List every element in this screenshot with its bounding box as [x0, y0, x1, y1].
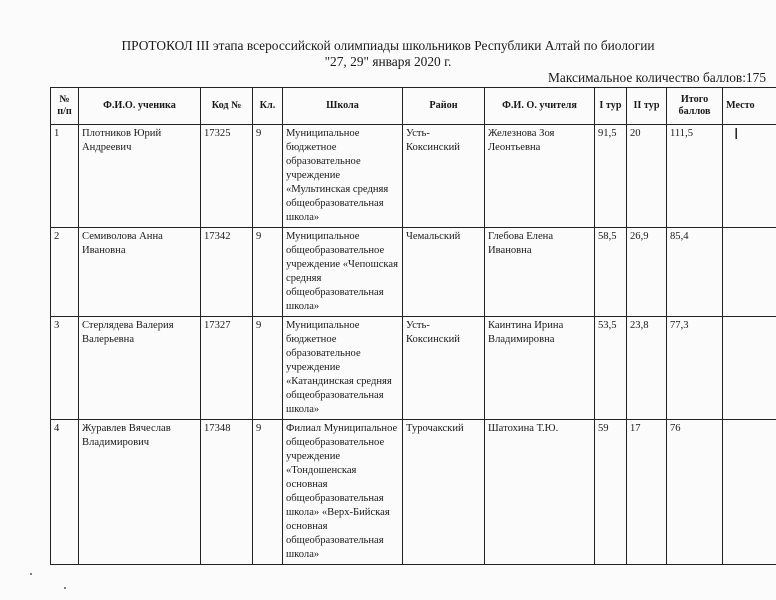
col-header-code: Код №: [201, 88, 253, 125]
protocol-date: "27, 29" января 2020 г.: [324, 54, 452, 69]
cell-district: Турочакский: [403, 420, 485, 565]
cell-tour1: 91,5: [595, 125, 627, 228]
cell-tour1: 59: [595, 420, 627, 565]
col-header-district: Район: [403, 88, 485, 125]
cell-teacher: Каинтина Ирина Владимировна: [485, 317, 595, 420]
scan-speck: [64, 587, 66, 589]
table-row: [51, 125, 776, 228]
col-header-place: Место: [723, 88, 776, 125]
cell-tour1: 58,5: [595, 228, 627, 317]
table-row: [51, 420, 776, 565]
col-header-tour2: II тур: [627, 88, 667, 125]
cell-code: 17327: [201, 317, 253, 420]
col-header-tour1: I тур: [595, 88, 627, 125]
table-row: [51, 317, 776, 420]
cell-name: Журавлев Вячеслав Владимирович: [79, 420, 201, 565]
col-header-school: Школа: [283, 88, 403, 125]
cell-code: 17348: [201, 420, 253, 565]
cell-school: Филиал Муниципальное общеобразовательное учреждение «Тондошенская основная общеобразовательная школа» «Верх-Бийская основная общеобразовательная школа»: [283, 420, 403, 565]
cell-num: 3: [51, 317, 79, 420]
cell-district: Чемальский: [403, 228, 485, 317]
table-header-row: [51, 88, 776, 125]
cell-grade: 9: [253, 420, 283, 565]
cell-district: Усть-Коксинский: [403, 125, 485, 228]
results-table: [50, 87, 776, 565]
cell-grade: 9: [253, 317, 283, 420]
cell-place: [723, 125, 776, 228]
cell-tour1: 53,5: [595, 317, 627, 420]
col-header-grade: Кл.: [253, 88, 283, 125]
cell-name: Стерлядева Валерия Валерьевна: [79, 317, 201, 420]
max-score-label: Максимальное количество баллов:175: [548, 70, 767, 85]
cell-tour2: 20: [627, 125, 667, 228]
col-header-name: Ф.И.О. ученика: [79, 88, 201, 125]
cell-grade: 9: [253, 228, 283, 317]
cell-teacher: Глебова Елена Ивановна: [485, 228, 595, 317]
cell-tour2: 26,9: [627, 228, 667, 317]
cell-total: 111,5: [667, 125, 723, 228]
cell-total: 77,3: [667, 317, 723, 420]
cell-teacher: Шатохина Т.Ю.: [485, 420, 595, 565]
handwritten-place-mark: I: [734, 125, 739, 143]
cell-tour2: 17: [627, 420, 667, 565]
cell-num: 4: [51, 420, 79, 565]
col-header-teacher: Ф.И. О. учителя: [485, 88, 595, 125]
table-row: [51, 228, 776, 317]
scan-speck: [30, 573, 32, 575]
cell-school: Муниципальное бюджетное образовательное учреждение «Мультинская средняя общеобразовательная школа»: [283, 125, 403, 228]
cell-grade: 9: [253, 125, 283, 228]
cell-code: 17325: [201, 125, 253, 228]
col-header-total: Итого баллов: [667, 88, 723, 125]
cell-district: Усть-Коксинский: [403, 317, 485, 420]
cell-num: 1: [51, 125, 79, 228]
cell-num: 2: [51, 228, 79, 317]
cell-total: 76: [667, 420, 723, 565]
cell-school: Муниципальное бюджетное образовательное учреждение «Катандинская средняя общеобразовательная школа»: [283, 317, 403, 420]
cell-teacher: Железнова Зоя Леонтьевна: [485, 125, 595, 228]
cell-school: Муниципальное общеобразовательное учреждение «Чепошская средняя общеобразовательная школа»: [283, 228, 403, 317]
cell-name: Семиволова Анна Ивановна: [79, 228, 201, 317]
cell-tour2: 23,8: [627, 317, 667, 420]
cell-place: [723, 420, 776, 565]
cell-name: Плотников Юрий Андреевич: [79, 125, 201, 228]
protocol-title: ПРОТОКОЛ III этапа всероссийской олимпиады школьников Республики Алтай по биологии: [121, 38, 655, 53]
cell-total: 85,4: [667, 228, 723, 317]
col-header-num: № п/п: [51, 88, 79, 125]
cell-place: [723, 228, 776, 317]
cell-code: 17342: [201, 228, 253, 317]
cell-place: [723, 317, 776, 420]
